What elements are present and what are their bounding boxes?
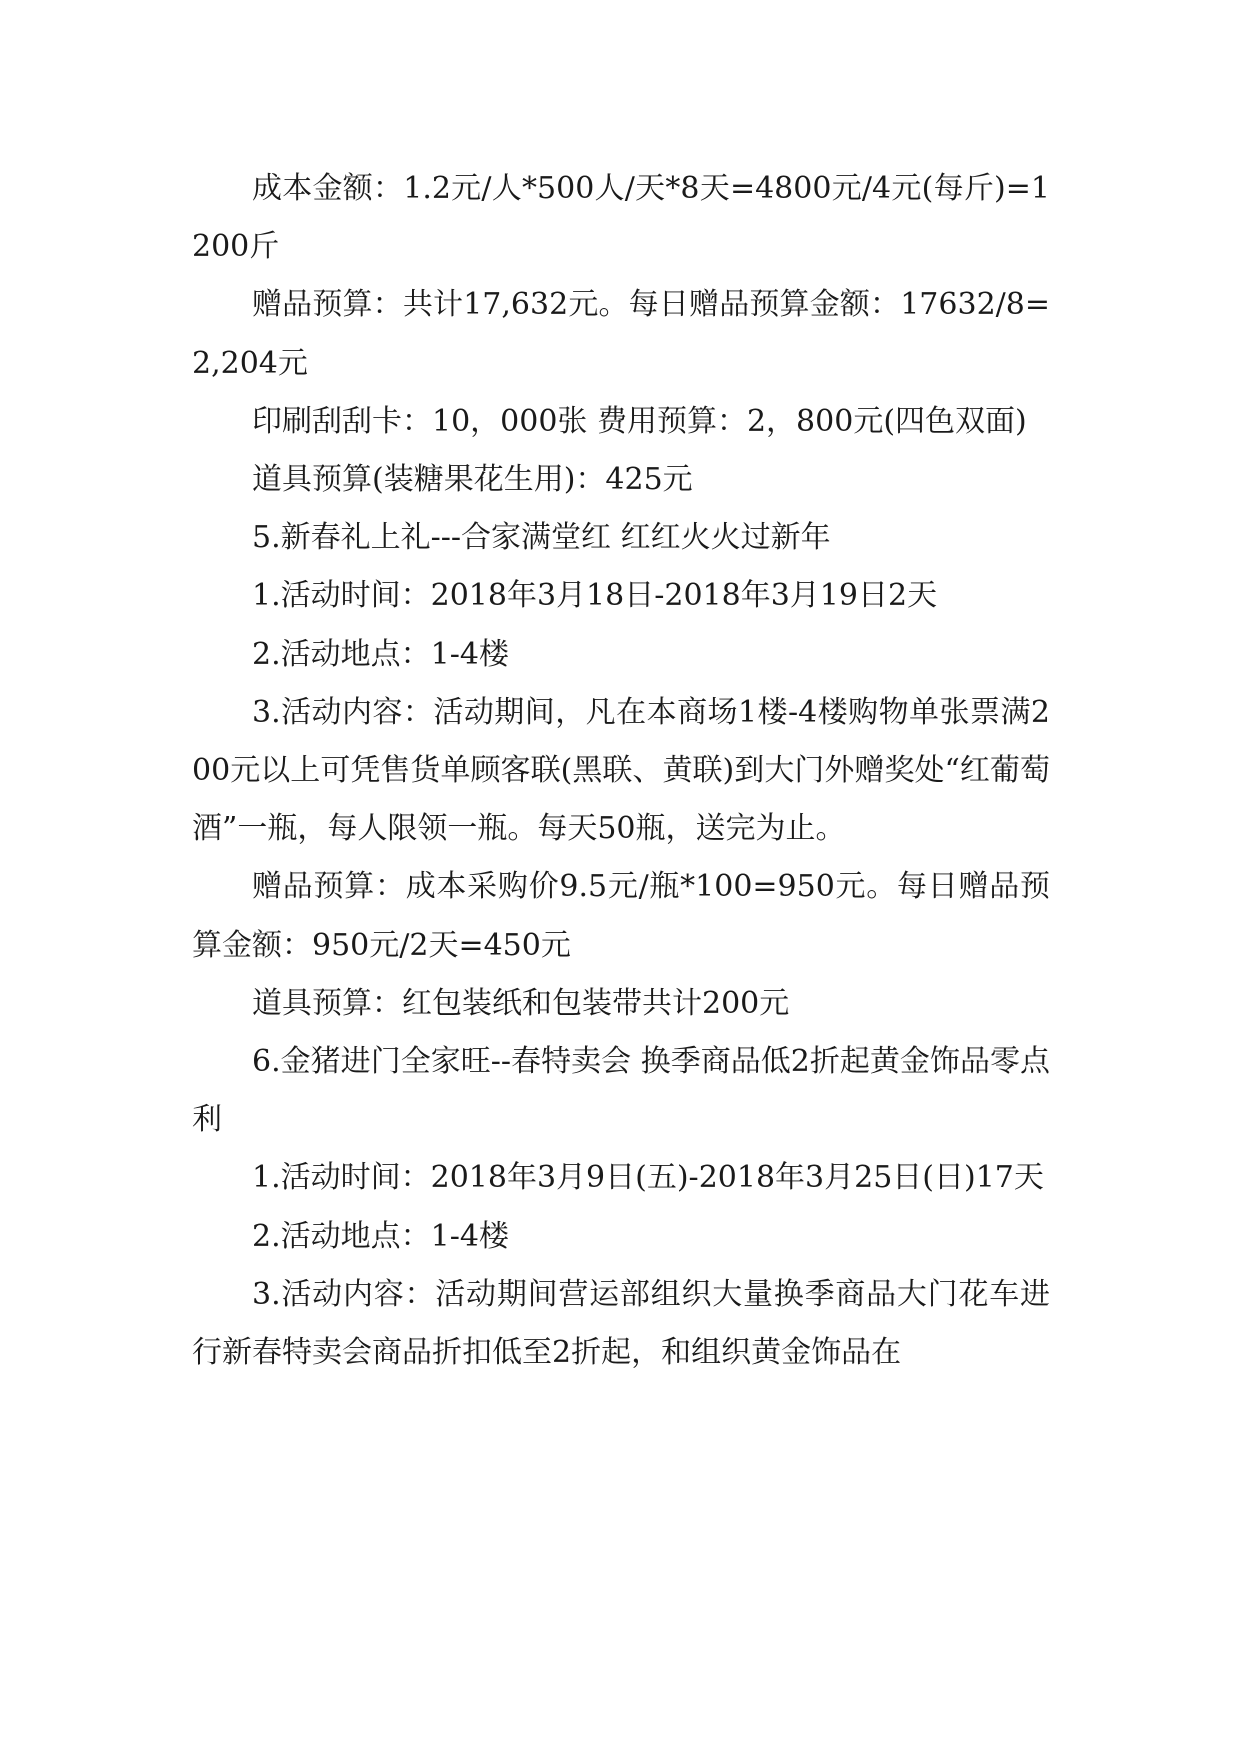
paragraph-props-budget: 道具预算(装糖果花生用)：425元	[252, 462, 693, 498]
document-body	[192, 160, 1050, 1382]
paragraph-props-budget: 道具预算：红包装纸和包装带共计200元	[252, 985, 790, 1021]
paragraph-cost-amount: 成本金额：1.2元/人*500人/天*8天=4800元/4元(每斤)=1200斤	[192, 171, 1050, 265]
paragraph-scratch-card: 印刷刮刮卡：10，000张 费用预算：2，800元(四色双面)	[252, 403, 1027, 439]
paragraph-activity-location: 2.活动地点：1-4楼	[252, 636, 509, 672]
paragraph-activity-content: 3.活动内容：活动期间营运部组织大量换季商品大门花车进行新春特卖会商品折扣低至2折起，和组织黄金饰品在	[192, 1276, 1050, 1371]
section-heading-5: 5.新春礼上礼---合家满堂红 红红火火过新年	[252, 520, 831, 556]
paragraph-activity-time: 1.活动时间：2018年3月9日(五)-2018年3月25日(日)17天	[252, 1160, 1044, 1196]
paragraph-gift-budget: 赠品预算：共计17,632元。每日赠品预算金额：17632/8=2,204元	[192, 287, 1050, 381]
paragraph-gift-budget: 赠品预算：成本采购价9.5元/瓶*100=950元。每日赠品预算金额：950元/2天=450元	[192, 869, 1050, 963]
paragraph-activity-content: 3.活动内容：活动期间，凡在本商场1楼-4楼购物单张票满200元以上可凭售货单顾客联(黑联、黄联)到大门外赠奖处“红葡萄酒”一瓶，每人限领一瓶。每天50瓶，送完为止。	[192, 694, 1050, 847]
paragraph-activity-time: 1.活动时间：2018年3月18日-2018年3月19日2天	[252, 578, 938, 614]
section-heading-6: 6.金猪进门全家旺--春特卖会 换季商品低2折起黄金饰品零点利	[192, 1044, 1050, 1138]
paragraph-activity-location: 2.活动地点：1-4楼	[252, 1218, 509, 1254]
